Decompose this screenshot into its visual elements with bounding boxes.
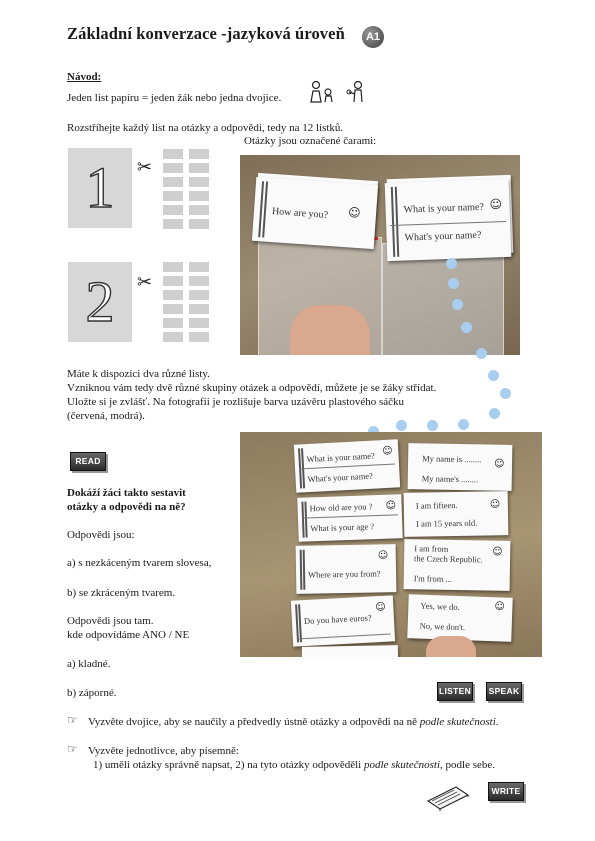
single-student-icon: ☺	[489, 499, 501, 511]
card-answer: No, we don't.	[419, 620, 466, 633]
sheet-number-1: 1	[68, 148, 132, 228]
pair-of-students-icon: ☺	[489, 197, 503, 212]
card-question: What's your name?	[404, 229, 482, 244]
pair-of-students-icon: ☺	[377, 550, 389, 562]
pair-of-students-icon: ☺	[375, 601, 387, 614]
answer-a1: a) s nezkáceným tvarem slovesa,	[67, 557, 212, 569]
pair-of-students-icon: ☺	[382, 445, 394, 458]
photo-cards-matched	[240, 432, 542, 657]
slip-grid-1	[163, 149, 209, 229]
hand	[290, 305, 370, 355]
question-bold-line1: Dokáží žáci takto sestavit	[67, 487, 186, 499]
write-button[interactable]: WRITE	[488, 782, 524, 801]
instructions-line3: Otázky jsou označené čarami:	[244, 135, 377, 147]
bottom-line1: Vyzvěte dvojice, aby se naučily a předvedly ústně otázky a odpovědi na ně podle skutečnosti.	[88, 716, 499, 728]
single-student-icon: ☺	[492, 546, 503, 558]
read-button[interactable]: READ	[70, 452, 106, 471]
slip-grid-2	[163, 262, 209, 342]
single-student-icon	[345, 80, 367, 108]
card-answer: I'm from ...	[413, 573, 452, 584]
card-question: What is your age ?	[310, 521, 375, 534]
sheet-number-2: 2	[68, 262, 132, 342]
card-answer: I am fifteen.	[415, 499, 458, 511]
answers-label: Odpovědi jsou:	[67, 529, 135, 541]
card-question: Where are you from?	[308, 568, 381, 580]
card-question: How old are you ?	[309, 501, 373, 514]
card-question: What's your name?	[307, 470, 374, 485]
middle-text-line2: Vzniknou vám tedy dvě různé skupiny otázek a odpovědí, můžete je se žáky střídat.	[67, 382, 437, 394]
middle-text-line3: Uložte si je zvlášť. Na fotografii je rozlišuje barva uzávěru plastového sáčku	[67, 396, 405, 408]
photo-cards-in-bags	[240, 155, 520, 355]
level-badge: A1	[362, 26, 384, 48]
speak-button[interactable]: SPEAK	[486, 682, 522, 701]
pair-of-students-icon: ☺	[347, 205, 362, 221]
pair-of-students-icon	[308, 80, 336, 108]
card-answer: Yes, we do.	[420, 600, 460, 612]
middle-text-line4: (červená, modrá).	[67, 410, 145, 422]
answer-a2: a) kladné.	[67, 658, 111, 670]
hand	[426, 636, 476, 657]
bottom-line3: 1) uměli otázky správně napsat, 2) na tyto otázky odpověděli podle skutečnosti, podle sebe.	[93, 759, 496, 771]
listen-button[interactable]: LISTEN	[437, 682, 473, 701]
pair-of-students-icon: ☺	[385, 500, 397, 512]
instructions-line1: Jeden list papíru = jeden žák nebo jedna dvojice.	[67, 92, 282, 104]
card-question: How are you?	[271, 206, 329, 221]
answers-there-1: Odpovědi jsou tam.	[67, 615, 154, 627]
keyboard-icon	[426, 783, 470, 816]
page-title: Základní konverzace -jazyková úroveň	[67, 24, 345, 43]
card-question: What is your name?	[306, 450, 375, 465]
instructions-heading: Návod:	[67, 71, 102, 83]
bottom-line2: Vyzvěte jednotlivce, aby písemně:	[88, 745, 239, 757]
card-answer: My name is ........	[422, 453, 482, 465]
single-student-icon: ☺	[494, 601, 506, 613]
answer-b1: b) se zkráceným tvarem.	[67, 587, 176, 599]
scissors-icon: ✂	[137, 272, 153, 293]
single-student-icon: ☺	[493, 458, 505, 470]
card-question: What is your name?	[403, 201, 485, 216]
card-answer: My name's ........	[421, 473, 479, 485]
card-answer: I am from	[414, 543, 449, 554]
card-question: Do you have euros?	[303, 612, 372, 627]
middle-text-line1: Máte k dispozici dva různé listy.	[67, 368, 210, 380]
pointing-hand-icon: ☞	[67, 742, 78, 756]
scissors-icon: ✂	[137, 157, 153, 178]
answers-there-2: kde odpovídáme ANO / NE	[67, 629, 190, 641]
instructions-line2: Rozstříhejte každý list na otázky a odpovědi, tedy na 12 lístků.	[67, 122, 344, 134]
answer-b2: b) záporné.	[67, 687, 117, 699]
question-bold-line2: otázky a odpovědi na ně?	[67, 501, 186, 513]
pointing-hand-icon: ☞	[67, 713, 78, 727]
card-answer: the Czech Republic.	[414, 553, 483, 565]
card-answer: I am 15 years old.	[416, 517, 478, 529]
